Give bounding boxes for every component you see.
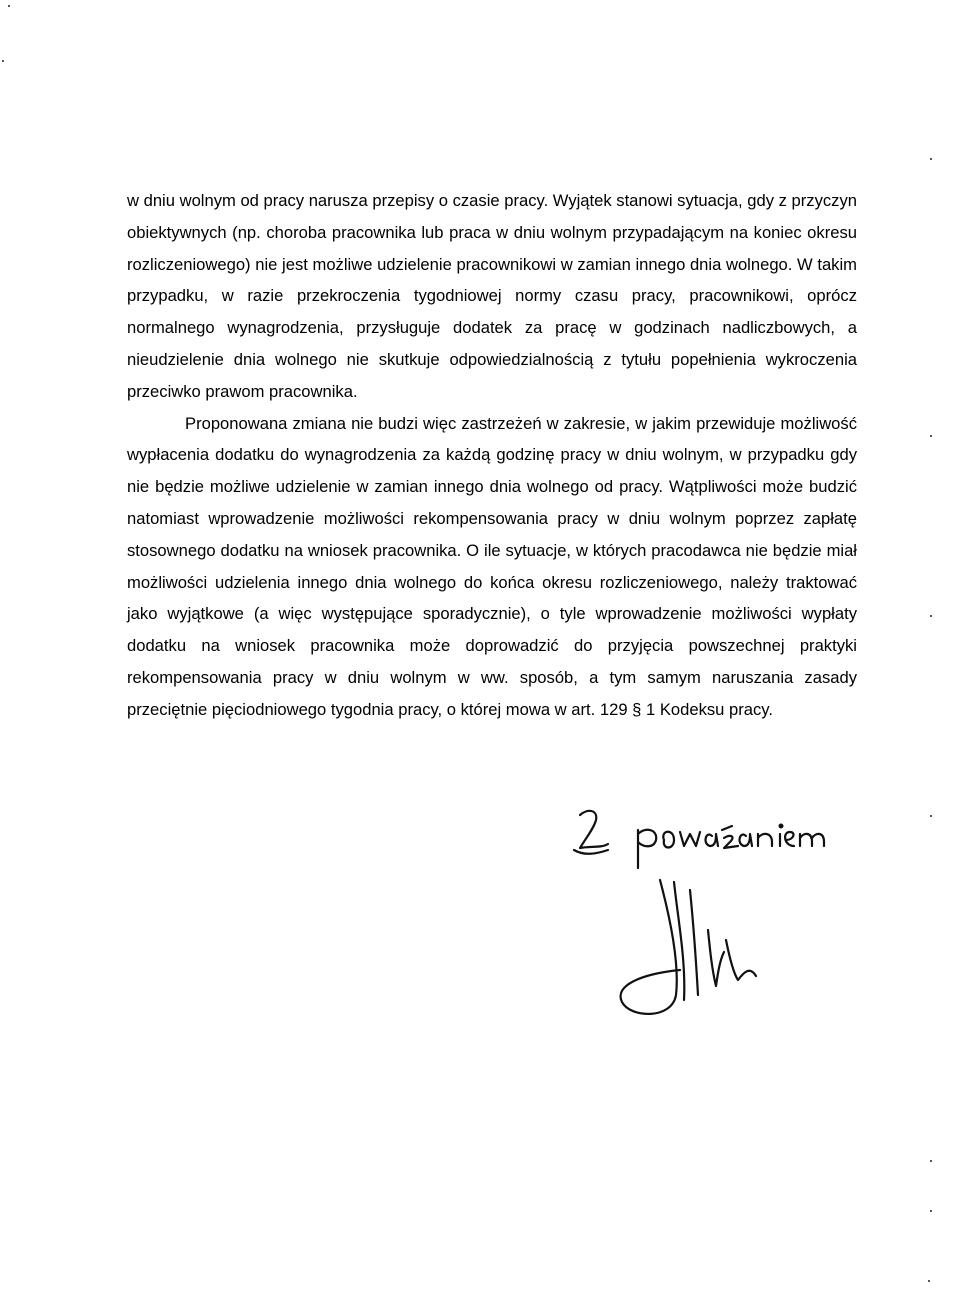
scan-speck xyxy=(930,1210,932,1212)
scan-speck xyxy=(928,1280,930,1282)
scan-speck xyxy=(2,60,4,62)
scan-speck xyxy=(930,815,932,817)
scan-speck xyxy=(930,1160,932,1162)
signature-drawing xyxy=(560,790,860,1030)
document-body xyxy=(127,185,857,726)
scan-speck xyxy=(930,158,932,160)
handwritten-closing-and-signature xyxy=(560,790,860,1030)
scan-speck xyxy=(930,435,932,437)
scan-speck xyxy=(930,615,932,617)
paragraph: w dniu wolnym od pracy narusza przepisy o czasie pracy. Wyjątek stanowi sytuacja, gdy z przyczyn obiektywnych (np. choroba pracownika lub praca w dniu wolnym przypadającym na koniec okresu rozliczeniowego) nie jest możliwe udzielenie pracownikowi w zamian innego dnia wolnego. W takim przypadku, w razie przekroczenia tygodniowej normy czasu pracy, pracownikowi, oprócz normalnego wynagrodzenia, przysługuje dodatek za pracę w godzinach nadliczbowych, a nieudzielenie dnia wolnego nie skutkuje odpowiedzialnością z tytułu popełnienia wykroczenia przeciwko prawom pracownika. xyxy=(127,191,857,401)
paragraph: Proponowana zmiana nie budzi więc zastrzeżeń w zakresie, w jakim przewiduje możliwość wypłacenia dodatku do wynagrodzenia za każdą godzinę pracy w dniu wolnym, w przypadku gdy nie będzie możliwe udzielenie w zamian innego dnia wolnego od pracy. Wątpliwości może budzić natomiast wprowadzenie możliwości rekompensowania pracy w dniu wolnym poprzez zapłatę stosownego dodatku na wniosek pracownika. O ile sytuacje, w których pracodawca nie będzie miał możliwości udzielenia innego dnia wolnego do końca okresu rozliczeniowego, należy traktować jako wyjątkowe (a więc występujące sporadycznie), o tyle wprowadzenie możliwości wypłaty dodatku na wniosek pracownika może doprowadzić do przyjęcia powszechnej praktyki rekompensowania pracy w dniu wolnym w ww. sposób, a tym samym naruszania zasady przeciętnie pięciodniowego tygodnia pracy, o której mowa w art. 129 § 1 Kodeksu pracy. xyxy=(127,413,857,719)
scan-speck xyxy=(8,5,10,7)
